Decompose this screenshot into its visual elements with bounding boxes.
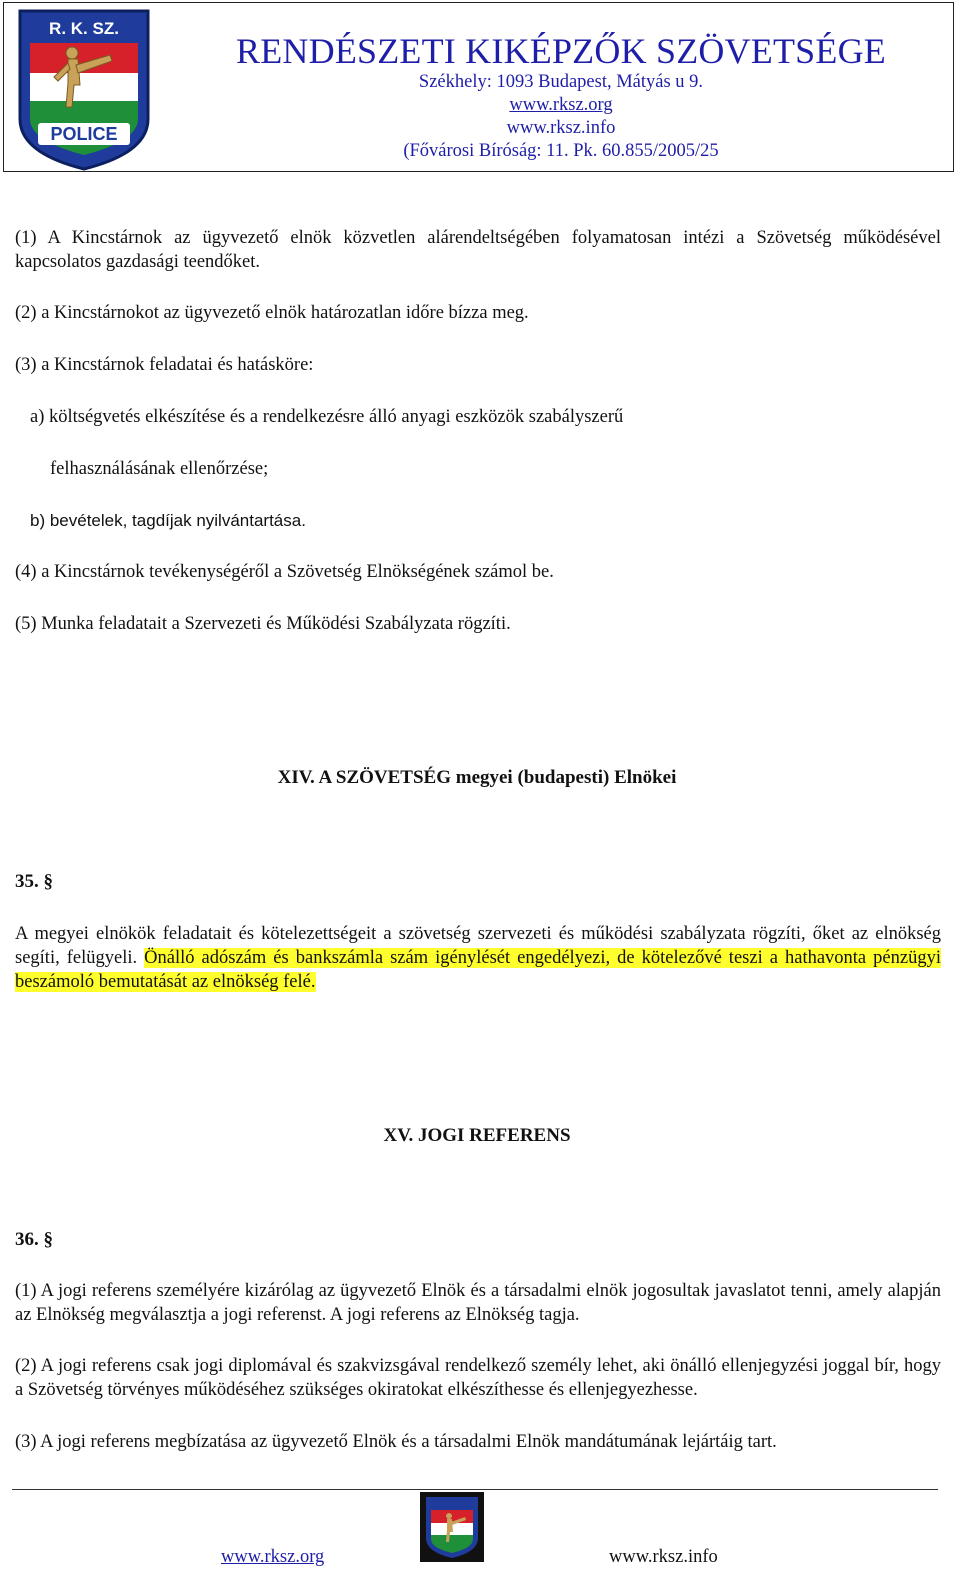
heading-xiv: XIV. A SZÖVETSÉG megyei (budapesti) Elnökei <box>277 767 677 788</box>
paragraph-2: (2) a Kincstárnokot az ügyvezető elnök határozatlan időre bízza meg. <box>15 303 529 323</box>
paragraph-36-1: (1) A jogi referens személyére kizárólag az ügyvezető Elnök és a társadalmi elnök jogosultak javaslatot tenni, amely alapján az Elnökség megválasztja a jogi referenst. A jogi referens az Elnökség tagja. <box>15 1281 941 1325</box>
org-address: Székhely: 1093 Budapest, Mátyás u 9. <box>418 72 704 92</box>
header-link-info[interactable]: www.rksz.info <box>506 118 616 138</box>
section-35: 35. § <box>15 871 53 892</box>
logo-top-text: R. K. SZ. <box>49 19 119 38</box>
org-title: RENDÉSZETI KIKÉPZŐK SZÖVETSÉGE <box>236 31 886 71</box>
footer-shield-logo <box>420 1492 484 1562</box>
org-info <box>219 31 903 163</box>
org-registration: (Fővárosi Bíróság: 11. Pk. 60.855/2005/25 <box>403 141 719 161</box>
paragraph-3a-line2: felhasználásának ellenőrzése; <box>50 459 269 479</box>
paragraph-35-text: A megyei elnökök feladatait és kötelezettségeit a szövetség szervezeti és működési szabályzata rögzíti, őket az elnökség segíti, felügyeli. <box>15 924 941 968</box>
letterhead <box>3 2 954 172</box>
section-36: 36. § <box>15 1229 53 1250</box>
paragraph-3b: b) bevételek, tagdíjak nyilvántartása. <box>30 511 306 530</box>
paragraph-3a-line1: a) költségvetés elkészítése és a rendelkezésre álló anyagi eszközök szabályszerű <box>30 407 624 427</box>
footer-link-org[interactable]: www.rksz.org <box>221 1547 325 1567</box>
paragraph-5: (5) Munka feladatait a Szervezeti és Működési Szabályzata rögzíti. <box>15 614 511 634</box>
footer-link-info[interactable]: www.rksz.info <box>609 1547 718 1567</box>
paragraph-3: (3) a Kincstárnok feladatai és hatásköre: <box>15 355 314 375</box>
paragraph-35-highlight: Önálló adószám és bankszámla szám igénylését engedélyezi, de kötelezővé teszi a hathavonta pénzügyi beszámoló bemutatását az elnökség felé. <box>15 948 941 992</box>
rksz-police-shield-logo <box>16 7 152 171</box>
footer-divider <box>12 1489 938 1490</box>
header-link-org[interactable]: www.rksz.org <box>509 95 613 115</box>
logo-bottom-text: POLICE <box>50 124 118 144</box>
paragraph-36-3: (3) A jogi referens megbízatása az ügyvezető Elnök és a társadalmi Elnök mandátumának lejártáig tart. <box>15 1432 777 1452</box>
paragraph-36-2: (2) A jogi referens csak jogi diplomával és szakvizsgával rendelkező személy lehet, aki önálló ellenjegyzési joggal bír, hogy a Szövetség törvényes működéséhez szükséges okiratokat elkészíthesse és ellenjegyezhesse. <box>15 1356 941 1400</box>
paragraph-1: (1) A Kincstárnok az ügyvezető elnök közvetlen alárendeltségében folyamatosan intézi a Szövetség működésével kapcsolatos gazdasági teendőket. <box>15 228 941 272</box>
heading-xv: XV. JOGI REFERENS <box>383 1125 571 1146</box>
paragraph-4: (4) a Kincstárnok tevékenységéről a Szövetség Elnökségének számol be. <box>15 562 554 582</box>
paragraph-35 <box>15 922 941 994</box>
